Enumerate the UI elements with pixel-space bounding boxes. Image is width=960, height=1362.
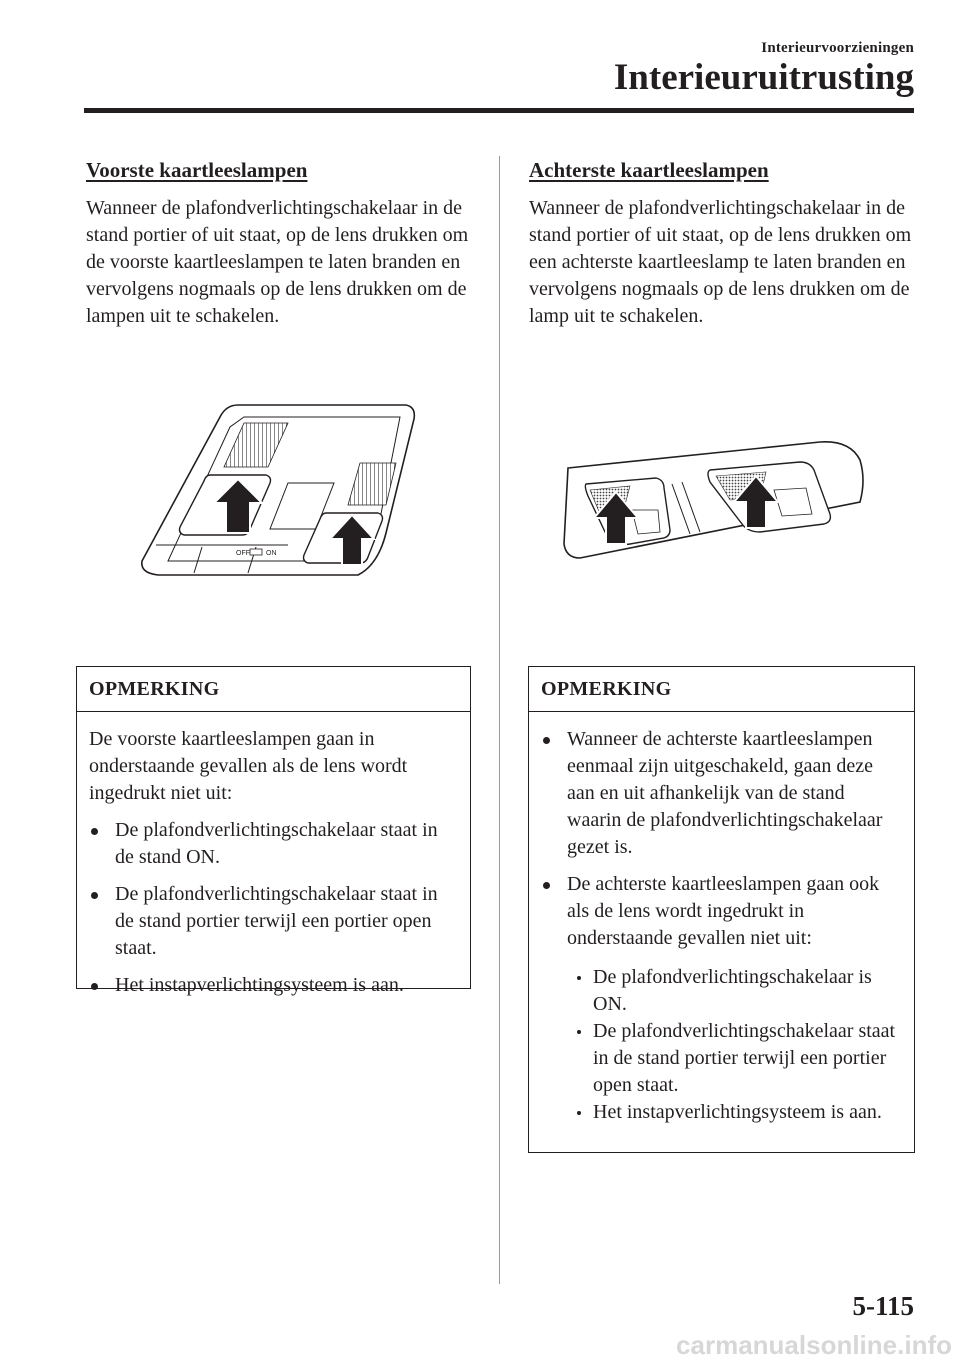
section-title-rear-map-lamps: Achterste kaartleeslampen: [529, 158, 769, 182]
switch-label-off: OFF: [236, 550, 250, 557]
sub-list-item: De plafondverlichtingschakelaar is ON.: [567, 964, 904, 1018]
list-item: De plafondverlichtingschakelaar staat in de stand portier terwijl een portier open staat.: [89, 881, 460, 962]
header-rule: [84, 108, 914, 113]
note-box-front: [76, 666, 471, 996]
sub-list-item: De plafondverlichtingschakelaar staat in de stand portier terwijl een portier open staat.: [567, 1018, 904, 1099]
bullet-icon: [91, 983, 98, 990]
running-header-title: Interieuruitrusting: [613, 57, 914, 98]
front-map-lamps-text: Wanneer de plafondverlichtingschakelaar in de stand portier of uit staat, op de lens drukken om de voorste kaartleeslampen te laten branden en vervolgens nogmaals op de lens drukken om de lampen uit te schakelen.: [86, 197, 469, 327]
bullet-icon: [543, 882, 550, 889]
list-item: De achterste kaartleeslampen gaan ook als de lens wordt ingedrukt in onderstaande gevallen niet uit: De plafondverlichtingschakelaar is ON. De plafondverlichtingschakelaar staat in de stand portier terwijl een portier open staat. Het instapverlichtingsysteem is aan.: [541, 871, 904, 1126]
sub-list-item: Het instapverlichtingsysteem is aan.: [567, 1099, 904, 1126]
running-header-section: Interieurvoorzieningen: [761, 40, 914, 56]
right-column: [529, 155, 917, 330]
note-heading: OPMERKING: [77, 667, 470, 712]
page-number: 5-115: [852, 1291, 914, 1321]
note-heading: OPMERKING: [529, 667, 914, 712]
section-title-front-map-lamps: Voorste kaartleeslampen: [86, 158, 308, 182]
rear-map-lamp-illustration: [560, 440, 870, 560]
bullet-icon: [91, 828, 98, 835]
sub-bullet-icon: [577, 1030, 581, 1034]
sub-bullet-icon: [577, 976, 581, 980]
sub-bullet-icon: [577, 1111, 581, 1115]
column-divider: [499, 156, 500, 1284]
left-column: [86, 155, 474, 330]
list-item: Wanneer de achterste kaartleeslampen eenmaal zijn uitgeschakeld, gaan deze aan en uit afhankelijk van de stand waarin de plafondverlichtingschakelaar gezet is.: [541, 726, 904, 861]
list-item: De plafondverlichtingschakelaar staat in de stand ON.: [89, 817, 460, 871]
front-map-lamp-illustration: [138, 395, 418, 585]
bullet-icon: [91, 892, 98, 899]
note-box-rear: [528, 666, 915, 1153]
bullet-icon: [543, 737, 550, 744]
list-item: Het instapverlichtingsysteem is aan.: [89, 972, 460, 999]
watermark: carmanualsonline.info: [676, 1330, 952, 1360]
rear-map-lamps-text: Wanneer de plafondverlichtingschakelaar in de stand portier of uit staat, op de lens drukken om een achterste kaartleeslamp te laten branden en vervolgens nogmaals op de lens drukken om de lamp uit te schakelen.: [529, 197, 912, 327]
note-intro: De voorste kaartleeslampen gaan in onderstaande gevallen als de lens wordt ingedrukt niet uit:: [89, 728, 408, 804]
switch-label-on: ON: [266, 550, 277, 557]
